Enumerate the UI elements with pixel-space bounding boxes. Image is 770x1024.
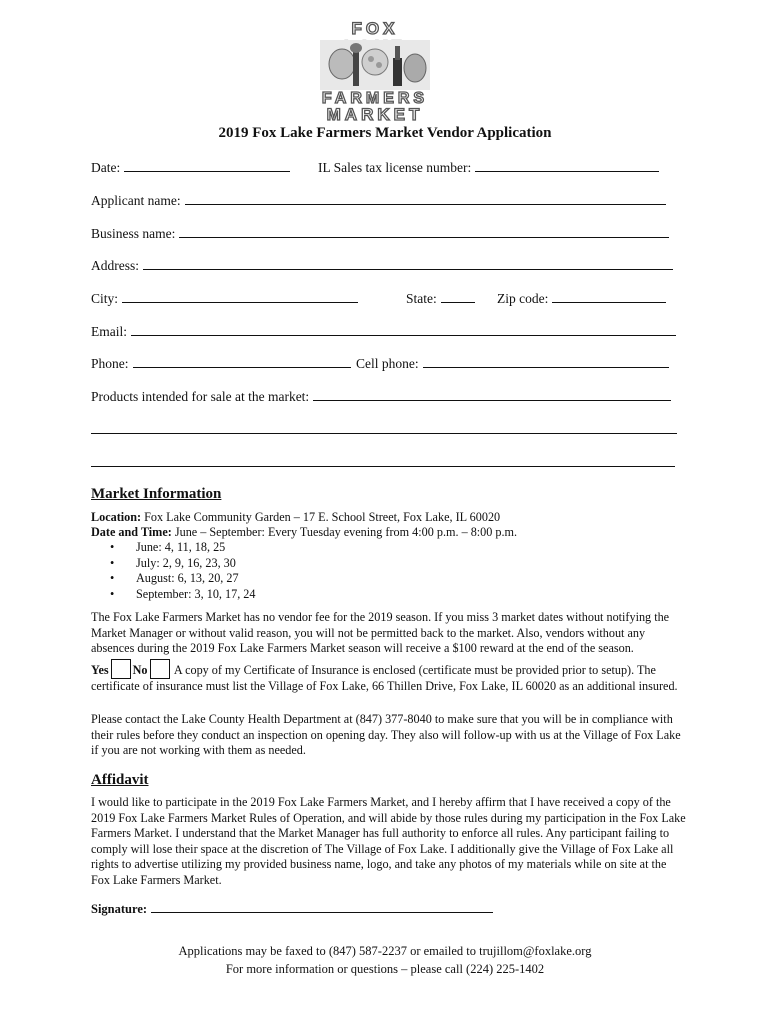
phone-row [91,356,351,372]
products-row [91,389,671,405]
products-label: Products intended for sale at the market: [91,389,310,404]
list-item: • September: 3, 10, 17, 24 [110,587,256,603]
market-info-heading: Market Information [91,486,222,502]
tax-license-field[interactable] [475,160,659,172]
zip-code-field[interactable] [552,291,666,303]
cell-row [356,356,669,372]
fox-lake-farmers-market-logo [318,19,432,124]
insurance-text: A copy of my Certificate of Insurance is enclosed (certificate must be provided prior to setup). The certificate of insurance must list the Village of Fox Lake, 66 Thillen Drive, Fox Lake, IL 60020 as an additional insured. [91,663,678,693]
logo-line-3: MARKET [326,105,424,124]
products-field[interactable] [313,389,671,401]
email-row [91,324,676,340]
products-row-2 [91,422,677,438]
date-label: Date: [91,160,121,175]
no-label: No [132,663,148,677]
state-label: State: [406,291,437,306]
yes-label: Yes [91,663,109,677]
zip-row [497,291,666,307]
health-paragraph: Please contact the Lake County Health Department at (847) 377-8040 to make sure that you will be in compliance with their rules before they conduct an inspection on opening day. They also will follow-up with us at the Village of Fox Lake if you are not working with them as needed. [91,712,681,757]
date-field[interactable] [124,160,290,172]
business-name-field[interactable] [179,226,669,238]
footer-contact-line-1: Applications may be faxed to (847) 587-2237 or emailed to trujillom@foxlake.org [178,944,592,958]
city-field[interactable] [122,291,358,303]
list-item: • August: 6, 13, 20, 27 [110,571,256,587]
signature-field[interactable] [151,901,493,913]
email-field[interactable] [131,324,676,336]
footer-contact-line-2: For more information or questions – please call (224) 225-1402 [225,962,545,976]
phone-label: Phone: [91,356,129,371]
no-checkbox[interactable] [150,659,170,679]
yes-checkbox[interactable] [111,659,131,679]
business-row [91,226,669,242]
address-label: Address: [91,258,139,273]
location-line [91,510,691,526]
location-value: Fox Lake Community Garden – 17 E. School Street, Fox Lake, IL 60020 [144,510,501,524]
state-field[interactable] [441,291,475,303]
list-item: • June: 4, 11, 18, 25 [110,540,256,556]
applicant-row [91,193,666,209]
cell-phone-field[interactable] [423,356,669,368]
location-label: Location: [91,510,142,524]
phone-field[interactable] [133,356,351,368]
datetime-label: Date and Time: [91,525,172,539]
signature-label: Signature: [91,902,148,916]
zip-label: Zip code: [497,291,549,306]
products-field-line-3[interactable] [91,455,675,467]
date-row [91,160,290,176]
cell-label: Cell phone: [356,356,419,371]
applicant-name-field[interactable] [185,193,666,205]
fee-paragraph: The Fox Lake Farmers Market has no vendor fee for the 2019 season. If you miss 3 market dates without notifying the Market Manager or without valid reason, you will not be permitted back to the market. Also, vendors without any absences during the 2019 Fox Lake Farmers Market season will receive a $100 reward at the end of the season. [91,610,670,655]
business-label: Business name: [91,226,176,241]
address-row [91,258,673,274]
insurance-paragraph [91,659,691,695]
list-item: • July: 2, 9, 16, 23, 30 [110,556,256,572]
products-row-3 [91,455,675,471]
address-field[interactable] [143,258,673,270]
market-dates-list [110,540,256,602]
city-label: City: [91,291,119,306]
signature-row [91,901,493,917]
products-field-line-2[interactable] [91,422,677,434]
datetime-value: June – September: Every Tuesday evening from 4:00 p.m. – 8:00 p.m. [174,525,518,539]
tax-license-row [318,160,659,176]
city-row [91,291,358,307]
email-label: Email: [91,324,127,339]
state-row [406,291,475,307]
logo-line-2: FARMERS [321,90,429,107]
produce-illustration-icon [320,40,430,90]
tax-license-label: IL Sales tax license number: [318,160,472,175]
affidavit-text: I would like to participate in the 2019 Fox Lake Farmers Market, and I hereby affirm that I have received a copy of the 2019 Fox Lake Farmers Market Rules of Operation, and will abide by those rules during my participation in the Fox Lake Farmers Market. I understand that the Market Manager has full authority to enforce all rules. Any participant failing to comply will lose their space at the discretion of The Village of Fox Lake. I additionally give the Village of Fox Lake all rights to advertise utilizing my provided business name, logo, and take any photos of my materials while on site at the Fox Lake Farmers Market. [91,795,686,887]
applicant-label: Applicant name: [91,193,181,208]
page-title: 2019 Fox Lake Farmers Market Vendor Application [218,125,552,141]
datetime-line [91,525,691,541]
affidavit-heading: Affidavit [91,772,149,788]
logo-line-1: FOX [351,19,399,38]
